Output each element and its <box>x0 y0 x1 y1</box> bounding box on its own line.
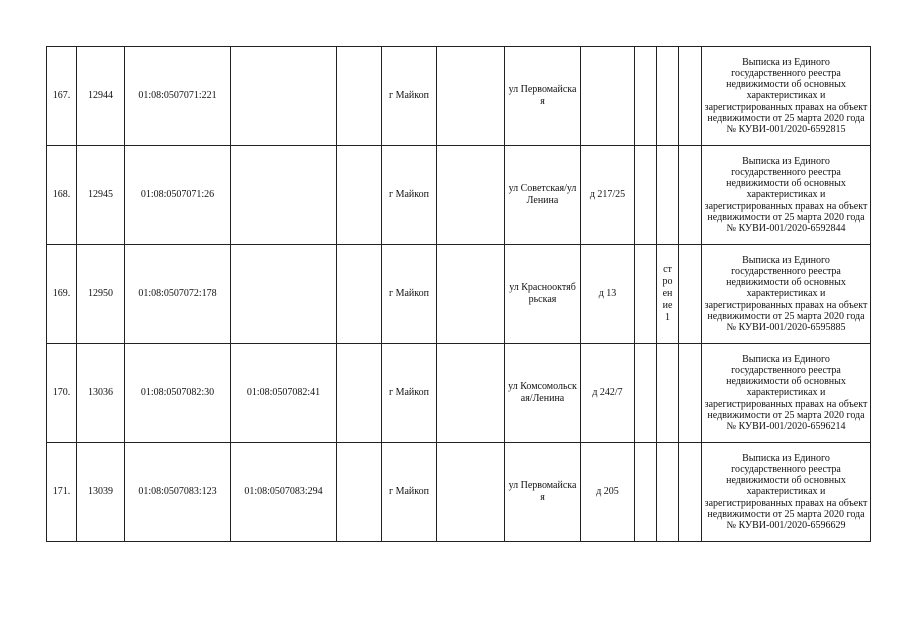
object-id: 12944 <box>77 47 125 146</box>
source-document: Выписка из Единого государственного реестра недвижимости об основных характеристиках и зарегистрированных правах на объект недвижимости от 25 марта 2020 года № КУВИ-001/2020-6596629 <box>702 443 871 542</box>
building-cell <box>635 245 657 344</box>
registry-table <box>46 46 871 542</box>
object-id: 12945 <box>77 146 125 245</box>
cadastral-number: 01:08:0507071:221 <box>125 47 231 146</box>
region-cell <box>337 47 382 146</box>
table-row <box>47 47 871 146</box>
source-document: Выписка из Единого государственного реестра недвижимости об основных характеристиках и зарегистрированных правах на объект недвижимости от 25 марта 2020 года № КУВИ-001/2020-6596214 <box>702 344 871 443</box>
district-cell <box>437 146 505 245</box>
district-cell <box>437 47 505 146</box>
district-cell <box>437 443 505 542</box>
row-index: 168. <box>47 146 77 245</box>
city-cell: г Майкоп <box>382 245 437 344</box>
row-index: 170. <box>47 344 77 443</box>
table-row <box>47 146 871 245</box>
structure-cell <box>657 443 679 542</box>
table-row <box>47 344 871 443</box>
source-document: Выписка из Единого государственного реестра недвижимости об основных характеристиках и зарегистрированных правах на объект недвижимости от 25 марта 2020 года № КУВИ-001/2020-6592815 <box>702 47 871 146</box>
building-cell <box>635 146 657 245</box>
structure-cell <box>657 344 679 443</box>
district-cell <box>437 245 505 344</box>
flat-cell <box>679 344 702 443</box>
street-cell: ул Советская/ул Ленина <box>505 146 581 245</box>
row-index: 171. <box>47 443 77 542</box>
source-document: Выписка из Единого государственного реестра недвижимости об основных характеристиках и зарегистрированных правах на объект недвижимости от 25 марта 2020 года № КУВИ-001/2020-6595885 <box>702 245 871 344</box>
cadastral-number: 01:08:0507082:30 <box>125 344 231 443</box>
house-cell <box>581 47 635 146</box>
street-cell: ул Первомайская <box>505 47 581 146</box>
object-id: 12950 <box>77 245 125 344</box>
object-id: 13039 <box>77 443 125 542</box>
street-cell: ул Первомайская <box>505 443 581 542</box>
parent-cadastral-number <box>231 47 337 146</box>
cadastral-number: 01:08:0507072:178 <box>125 245 231 344</box>
structure-cell: строение 1 <box>657 245 679 344</box>
flat-cell <box>679 443 702 542</box>
cadastral-number: 01:08:0507071:26 <box>125 146 231 245</box>
flat-cell <box>679 146 702 245</box>
house-cell: д 217/25 <box>581 146 635 245</box>
structure-cell <box>657 47 679 146</box>
district-cell <box>437 344 505 443</box>
region-cell <box>337 245 382 344</box>
table-row <box>47 443 871 542</box>
street-cell: ул Краснооктябрьская <box>505 245 581 344</box>
row-index: 167. <box>47 47 77 146</box>
house-cell: д 242/7 <box>581 344 635 443</box>
parent-cadastral-number <box>231 245 337 344</box>
parent-cadastral-number: 01:08:0507082:41 <box>231 344 337 443</box>
object-id: 13036 <box>77 344 125 443</box>
region-cell <box>337 443 382 542</box>
region-cell <box>337 146 382 245</box>
street-cell: ул Комсомольская/Ленина <box>505 344 581 443</box>
building-cell <box>635 47 657 146</box>
city-cell: г Майкоп <box>382 344 437 443</box>
building-cell <box>635 443 657 542</box>
parent-cadastral-number <box>231 146 337 245</box>
house-cell: д 205 <box>581 443 635 542</box>
city-cell: г Майкоп <box>382 146 437 245</box>
row-index: 169. <box>47 245 77 344</box>
flat-cell <box>679 245 702 344</box>
building-cell <box>635 344 657 443</box>
table-row <box>47 245 871 344</box>
region-cell <box>337 344 382 443</box>
source-document: Выписка из Единого государственного реестра недвижимости об основных характеристиках и зарегистрированных правах на объект недвижимости от 25 марта 2020 года № КУВИ-001/2020-6592844 <box>702 146 871 245</box>
city-cell: г Майкоп <box>382 47 437 146</box>
house-cell: д 13 <box>581 245 635 344</box>
flat-cell <box>679 47 702 146</box>
cadastral-number: 01:08:0507083:123 <box>125 443 231 542</box>
structure-cell <box>657 146 679 245</box>
parent-cadastral-number: 01:08:0507083:294 <box>231 443 337 542</box>
city-cell: г Майкоп <box>382 443 437 542</box>
